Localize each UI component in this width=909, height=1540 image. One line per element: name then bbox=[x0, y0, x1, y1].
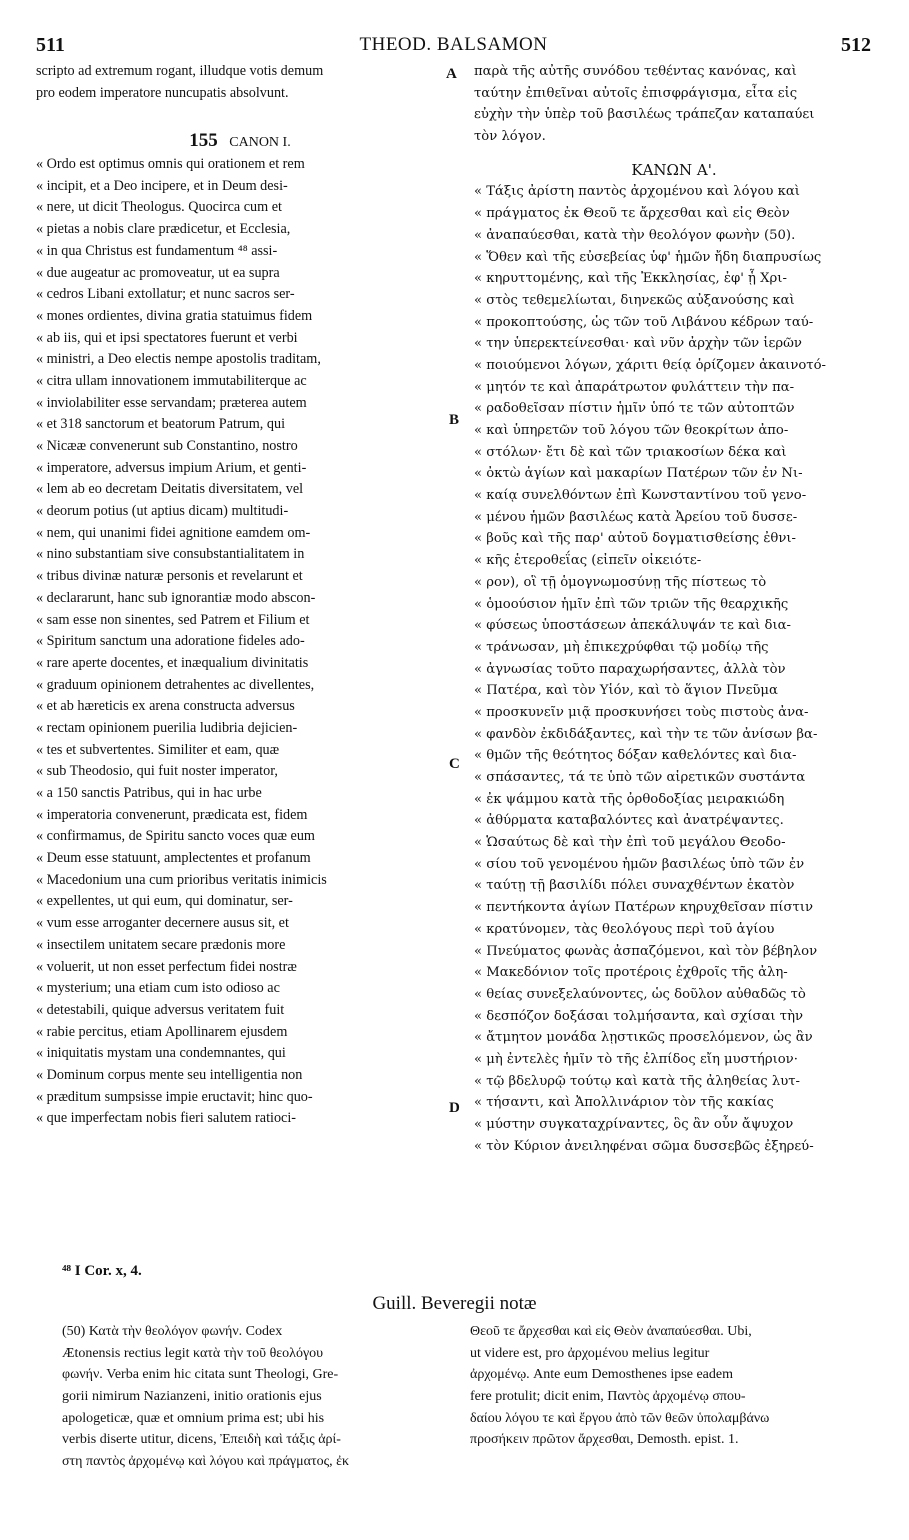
page-number-right: 512 bbox=[841, 34, 871, 56]
margin-letter-d: D bbox=[449, 1100, 460, 1116]
latin-text-line: « pietas a nobis clare prædicetur, et Ecclesia, bbox=[36, 221, 291, 238]
latin-intro-line: pro eodem imperatore nuncupatis absolvunt. bbox=[36, 84, 289, 101]
latin-text-line: « cedros Libani extollatur; et nunc sacros ser- bbox=[36, 286, 295, 303]
greek-text-line: « προκοπτούσης, ὡς τῶν τοῦ Λιβάνου κέδρων ταύ- bbox=[474, 314, 814, 330]
greek-text-line: « βοῦς καὶ τῆς παρ' αὐτοῦ δογματισθείσης ἐθνι- bbox=[474, 531, 796, 547]
page-number-left: 511 bbox=[36, 34, 65, 56]
greek-text-line: « ἄτμητον μονάδα λῃστικῶς προσελόμενον, ὡς ἂν bbox=[474, 1030, 813, 1046]
note-line: δαίου λόγου τε καὶ ἔργου ἀπὸ τῶν θεῶν ὑπολαμβάνω bbox=[470, 1410, 770, 1426]
note-line: gorii nimirum Nazianzeni, initio orationis ejus bbox=[62, 1389, 322, 1405]
greek-text-line: « τήσαντι, καὶ Ἀπολλινάριον τὸν τῆς κακίας bbox=[474, 1095, 774, 1111]
latin-text-line: « rare aperte docentes, et inæqualium divinitatis bbox=[36, 654, 309, 671]
note-line: φωνήν. Verba enim hic citata sunt Theologi, Gre- bbox=[62, 1367, 339, 1383]
greek-text-line: « μὴ ἐντελὲς ἡμῖν τὸ τῆς ἐλπίδος εἴη μυστήριον· bbox=[474, 1051, 798, 1067]
margin-letter-b: B bbox=[449, 412, 460, 428]
greek-text-line: « τὸν Κύριον ἀνειληφέναι σῶμα δυσσεβῶς ἐξηρεύ- bbox=[474, 1138, 814, 1154]
latin-text-line: « ab iis, qui et ipsi spectatores fuerunt et verbi bbox=[36, 329, 298, 346]
latin-text-line: « imperatore, adversus impium Arium, et genti- bbox=[36, 459, 307, 476]
note-line: στη παντὸς ἀρχομένῳ καὶ λόγου καὶ πράγματος, ἐκ bbox=[62, 1454, 350, 1470]
greek-text-line: « μύστην συγκαταχρίναντες, ὃς ἂν οὖν ἄψυχον bbox=[474, 1117, 794, 1133]
latin-text-line: « tes et subvertentes. Similiter et eam, quæ bbox=[36, 741, 280, 758]
latin-text-line: « rabie percitus, etiam Apollinarem ejusdem bbox=[36, 1023, 288, 1040]
greek-text-line: « κῆς ἑτεροθεΐας (εἰπεῖν οἰκειότε- bbox=[474, 553, 702, 569]
greek-text-line: « Μακεδόνιον τοῖς προτέροις ἐχθροῖς τῆς ἀλη- bbox=[474, 965, 788, 981]
notes-title: Guill. Beveregii notæ bbox=[372, 1293, 537, 1314]
greek-text-line: « καὶ ὑπηρετῶν τοῦ λόγου τῶν θεοκρίτων ἀπο- bbox=[474, 423, 789, 439]
greek-text-line: « Πνεύματος φωνὰς ἀσπαζόμενοι, καὶ τὸν βέβηλον bbox=[474, 943, 818, 959]
latin-text-line: « sub Theodosio, qui fuit noster imperator, bbox=[36, 763, 278, 780]
latin-text-line: « nem, qui unanimi fidei agnitione eamdem om- bbox=[36, 524, 311, 541]
greek-text-line: « την ὑπερεκτείνεσθαι· καὶ νῦν ἀρχὴν τῶν ἱερῶν bbox=[474, 336, 802, 352]
greek-intro-line: ταύτην ἐπιθεῖναι αὐτοῖς ἐπισφράγισμα, εἶτα εἰς bbox=[474, 85, 798, 101]
greek-text-line: « Πατέρα, καὶ τὸν Υἱόν, καὶ τὸ ἅγιον Πνεῦμα bbox=[474, 683, 778, 699]
latin-text-line: « declararunt, hanc sub ignorantiæ modo abscon- bbox=[36, 589, 316, 606]
greek-text-line: « Τάξις ἀρίστη παντὸς ἀρχομένου καὶ λόγου καὶ bbox=[474, 184, 800, 200]
margin-letter-a: A bbox=[446, 66, 457, 82]
greek-text-line: « ποιούμενοι λόγων, χάριτι θείᾳ ὁρίζομεν ἀκαινοτό- bbox=[474, 357, 826, 373]
latin-text-line: « Dominum corpus mente seu intelligentia non bbox=[36, 1066, 303, 1083]
latin-text-line: « et ab hæreticis ex arena constructa adversus bbox=[36, 698, 295, 715]
latin-column bbox=[36, 61, 444, 1130]
latin-canon-heading bbox=[36, 130, 444, 154]
greek-text-line: « πράγματος ἐκ Θεοῦ τε ἄρχεσθαι καὶ εἰς Θεὸν bbox=[474, 206, 790, 222]
greek-intro-line: εὐχὴν τὴν ὑπὲρ τοῦ βασιλέως τράπεζαν καταπαύει bbox=[474, 107, 815, 123]
latin-text-line: « imperatoria convenerunt, prædicata est, fidem bbox=[36, 806, 308, 823]
latin-text-line: « tribus divinæ naturæ personis et revelarunt et bbox=[36, 568, 303, 585]
latin-text-line: « deorum potius (ut aptius dicam) multitudi- bbox=[36, 503, 289, 520]
greek-intro bbox=[474, 61, 874, 148]
greek-text-line: « ἀγνωσίας τοῦτο παραχωρήσαντες, ἀλλὰ τὸν bbox=[474, 661, 786, 677]
latin-text-line: « citra ullam innovationem immutabiliterque ac bbox=[36, 372, 307, 389]
latin-text-line: « Nicææ convenerunt sub Constantino, nostro bbox=[36, 438, 298, 455]
greek-text-line: « ἀθύρματα καταβαλόντες καὶ ἀνατρέψαντες. bbox=[474, 813, 784, 829]
greek-canon-heading: ΚΑΝΩΝ Α'. bbox=[631, 160, 717, 179]
greek-text-line: « πεντήκοντα ἁγίων Πατέρων κηρυχθεῖσαν πίστιν bbox=[474, 900, 814, 916]
latin-canon-title: CANON I. bbox=[229, 135, 291, 151]
note-line: verbis diserte utitur, dicens, Ἐπειδὴ καὶ τάξις ἀρί- bbox=[62, 1432, 341, 1448]
greek-text-line: « μένου ἡμῶν βασιλέως κατὰ Ἀρείου τοῦ δυσσε- bbox=[474, 509, 798, 525]
latin-text-line: « Deum esse statuunt, amplectentes et profanum bbox=[36, 850, 311, 867]
latin-text-line: « graduum opinionem detrahentes ac divellentes, bbox=[36, 676, 315, 693]
latin-text-line: « voluerit, ut non esset perfectum fidei nostræ bbox=[36, 958, 297, 975]
latin-text-line: « nino substantiam sive consubstantialitatem in bbox=[36, 546, 305, 563]
latin-text-line: « Macedonium una cum prioribus veritatis inimicis bbox=[36, 871, 327, 888]
latin-intro bbox=[36, 61, 444, 104]
latin-text-line: « Ordo est optimus omnis qui orationem et rem bbox=[36, 156, 305, 173]
greek-intro-line: παρὰ τῆς αὐτῆς συνόδου τεθέντας κανόνας, καὶ bbox=[474, 64, 797, 79]
footnote: ⁴⁸ I Cor. x, 4. bbox=[62, 1263, 142, 1279]
latin-text-line: « insectilem unitatem secare prædonis more bbox=[36, 936, 286, 953]
greek-text-line: « κρατύνομεν, τὰς θεολόγους περὶ τοῦ ἁγίου bbox=[474, 921, 775, 937]
latin-text-line: « et 318 sanctorum et beatorum Patrum, qui bbox=[36, 416, 286, 433]
latin-text-line: « confirmamus, de Spiritu sancto voces quæ eum bbox=[36, 828, 315, 845]
greek-text-line: « Ὅθεν καὶ τῆς εὐσεβείας ὑφ' ἡμῶν ἤδη διαπρυσίως bbox=[474, 249, 822, 265]
latin-text-line: « lem ab eo decretam Deitatis diversitatem, vel bbox=[36, 481, 304, 498]
greek-text-line: « τράνωσαν, μὴ ἐπικεχρύφθαι τῷ μοδίῳ τῆς bbox=[474, 639, 769, 655]
greek-text-line: « στὸς τεθεμελίωται, διηνεκῶς αὐξανούσης καὶ bbox=[474, 292, 795, 308]
greek-text-line: « Ὡσαύτως δὲ καὶ τὴν ἐπὶ τοῦ μεγάλου Θεοδο- bbox=[474, 835, 786, 851]
latin-text-line: « rectam opinionem puerilia ludibria dejicien- bbox=[36, 719, 298, 736]
note-line: προσήκειν πρῶτον ἄρχεσθαι, Demosth. epist. 1. bbox=[470, 1432, 739, 1448]
latin-text-line: « que imperfectam nobis fieri salutem ratioci- bbox=[36, 1110, 297, 1127]
greek-text-line: « σίου τοῦ γενομένου ἡμῶν βασιλέως ὑπὸ τῶν ἐν bbox=[474, 856, 805, 872]
latin-text-line: « due augeatur ac promoveatur, ut ea supra bbox=[36, 264, 280, 281]
greek-text-line: « σπάσαντες, τά τε ὑπὸ τῶν αἱρετικῶν συστάντα bbox=[474, 770, 806, 786]
notes-right-column bbox=[470, 1323, 876, 1453]
greek-text-line: « ταύτῃ τῇ βασιλίδι πόλει συναχθέντων ἑκατὸν bbox=[474, 878, 795, 894]
latin-canon-text bbox=[36, 154, 444, 1130]
greek-text-line: « ὀκτὼ ἁγίων καὶ μακαρίων Πατέρων τῶν ἐν Νι- bbox=[474, 466, 803, 482]
latin-text-line: « præditum sumpsisse impie eructavit; hinc quo- bbox=[36, 1088, 313, 1105]
latin-text-line: « detestabili, quique adversus veritatem fuit bbox=[36, 1001, 285, 1018]
latin-text-line: « Spiritum sanctum una adoratione fideles ado- bbox=[36, 633, 305, 650]
latin-text-line: « nere, ut dicit Theologus. Quocirca cum et bbox=[36, 199, 282, 216]
note-line: ἀρχομένῳ. Ante eum Demosthenes ipse eadem bbox=[470, 1367, 733, 1383]
greek-intro-line: τὸν λόγον. bbox=[474, 129, 546, 145]
latin-text-line: « iniquitatis mystam una condemnantes, qui bbox=[36, 1045, 286, 1062]
note-line: fere protulit; dicit enim, Παντὸς ἀρχομένῳ σπου- bbox=[470, 1389, 746, 1405]
greek-text-line: « ἀναπαύεσθαι, κατὰ τὴν θεολόγον φωνὴν (50). bbox=[474, 227, 796, 243]
latin-text-line: « vum esse arroganter decernere ausus sit, et bbox=[36, 915, 289, 932]
greek-text-line: « θμῶν τῆς θεότητος δόξαν καθελόντες καὶ δια- bbox=[474, 748, 797, 764]
latin-text-line: « incipit, et a Deo incipere, et in Deum desi- bbox=[36, 177, 288, 194]
greek-canon-text bbox=[474, 181, 874, 1157]
latin-text-line: « inviolabiliter esse servandam; præterea autem bbox=[36, 394, 307, 411]
greek-text-line: « φύσεως ὑποστάσεων ἀπεκάλυψάν τε καὶ δια- bbox=[474, 618, 791, 634]
note-line: ut videre est, pro ἀρχομένου melius legitur bbox=[470, 1345, 710, 1361]
latin-intro-line: scripto ad extremum rogant, illudque votis demum bbox=[36, 63, 324, 79]
greek-text-line: « ἐκ ψάμμου κατὰ τῆς ὀρθοδοξίας μειρακιώδη bbox=[474, 791, 785, 807]
greek-column bbox=[474, 61, 874, 1157]
greek-text-line: « ρον), οἳ τῇ ὁμογνωμοσύνῃ τῆς πίστεως τὸ bbox=[474, 574, 767, 590]
greek-text-line: « δεσπόζον δοξάσαι τολμήσαντα, καὶ σχίσαι τὴν bbox=[474, 1008, 803, 1024]
latin-text-line: « ministri, a Deo electis nempe apostolis traditam, bbox=[36, 351, 321, 368]
greek-text-line: « προσκυνεῖν μιᾷ προσκυνήσει τοὺς πιστοὺς ἀνα- bbox=[474, 704, 809, 720]
greek-text-line: « μητόν τε καὶ ἀπαράτρωτον φυλάττειν τὴν πα- bbox=[474, 379, 795, 395]
running-head: THEOD. BALSAMON bbox=[359, 34, 548, 55]
notes-left-column bbox=[62, 1323, 442, 1475]
greek-text-line: « ραδοθεῖσαν πίστιν ἡμῖν ὑπό τε τῶν αὐτοπτῶν bbox=[474, 401, 795, 417]
greek-text-line: « τῷ βδελυρῷ τούτῳ καὶ κατὰ τῆς ἀληθείας λυτ- bbox=[474, 1073, 801, 1089]
latin-text-line: « a 150 sanctis Patribus, qui in hac urbe bbox=[36, 785, 262, 802]
greek-text-line: « κηρυττομένης, καὶ τῆς Ἐκκλησίας, ἐφ' ᾗ Χρι- bbox=[474, 271, 787, 287]
page-header bbox=[36, 34, 871, 60]
latin-text-line: « in qua Christus est fundamentum ⁴⁸ assi- bbox=[36, 242, 278, 259]
note-line: Ætonensis rectius legit κατὰ τὴν τοῦ θεολόγου bbox=[62, 1345, 324, 1361]
latin-text-line: « expellentes, ut qui eum, qui dominatur, ser- bbox=[36, 893, 293, 910]
greek-text-line: « στόλων· ἔτι δὲ καὶ τῶν τριακοσίων δέκα καὶ bbox=[474, 444, 787, 460]
greek-text-line: « καίᾳ συνελθόντων ἐπὶ Κωνσταντίνου τοῦ γενο- bbox=[474, 488, 807, 504]
greek-text-line: « ὁμοούσιον ἡμῖν ἐπὶ τῶν τριῶν τῆς θεαρχικῆς bbox=[474, 596, 789, 612]
latin-text-line: « mysterium; una etiam cum isto odioso ac bbox=[36, 980, 280, 997]
latin-text-line: « sam esse non sinentes, sed Patrem et Filium et bbox=[36, 611, 310, 628]
greek-text-line: « φανδὸν ἐκδιδάξαντες, καὶ τὴν τε τῶν ἀνίσων βα- bbox=[474, 726, 818, 742]
note-line: (50) Κατὰ τὴν θεολόγον φωνήν. Codex bbox=[62, 1324, 283, 1339]
note-line: Θεοῦ τε ἄρχεσθαι καὶ εἰς Θεὸν ἀναπαύεσθαι. Ubi, bbox=[470, 1324, 752, 1339]
note-line: apologeticæ, quæ et omnium prima est; ubi his bbox=[62, 1410, 325, 1426]
canon-number: 155 bbox=[189, 130, 218, 152]
margin-letter-c: C bbox=[449, 756, 460, 772]
greek-text-line: « θείας συνεξελαύνοντες, ὡς δοῦλον αὐθαδῶς τὸ bbox=[474, 986, 806, 1002]
latin-text-line: « mones ordientes, divina gratia statuimus fidem bbox=[36, 307, 313, 324]
